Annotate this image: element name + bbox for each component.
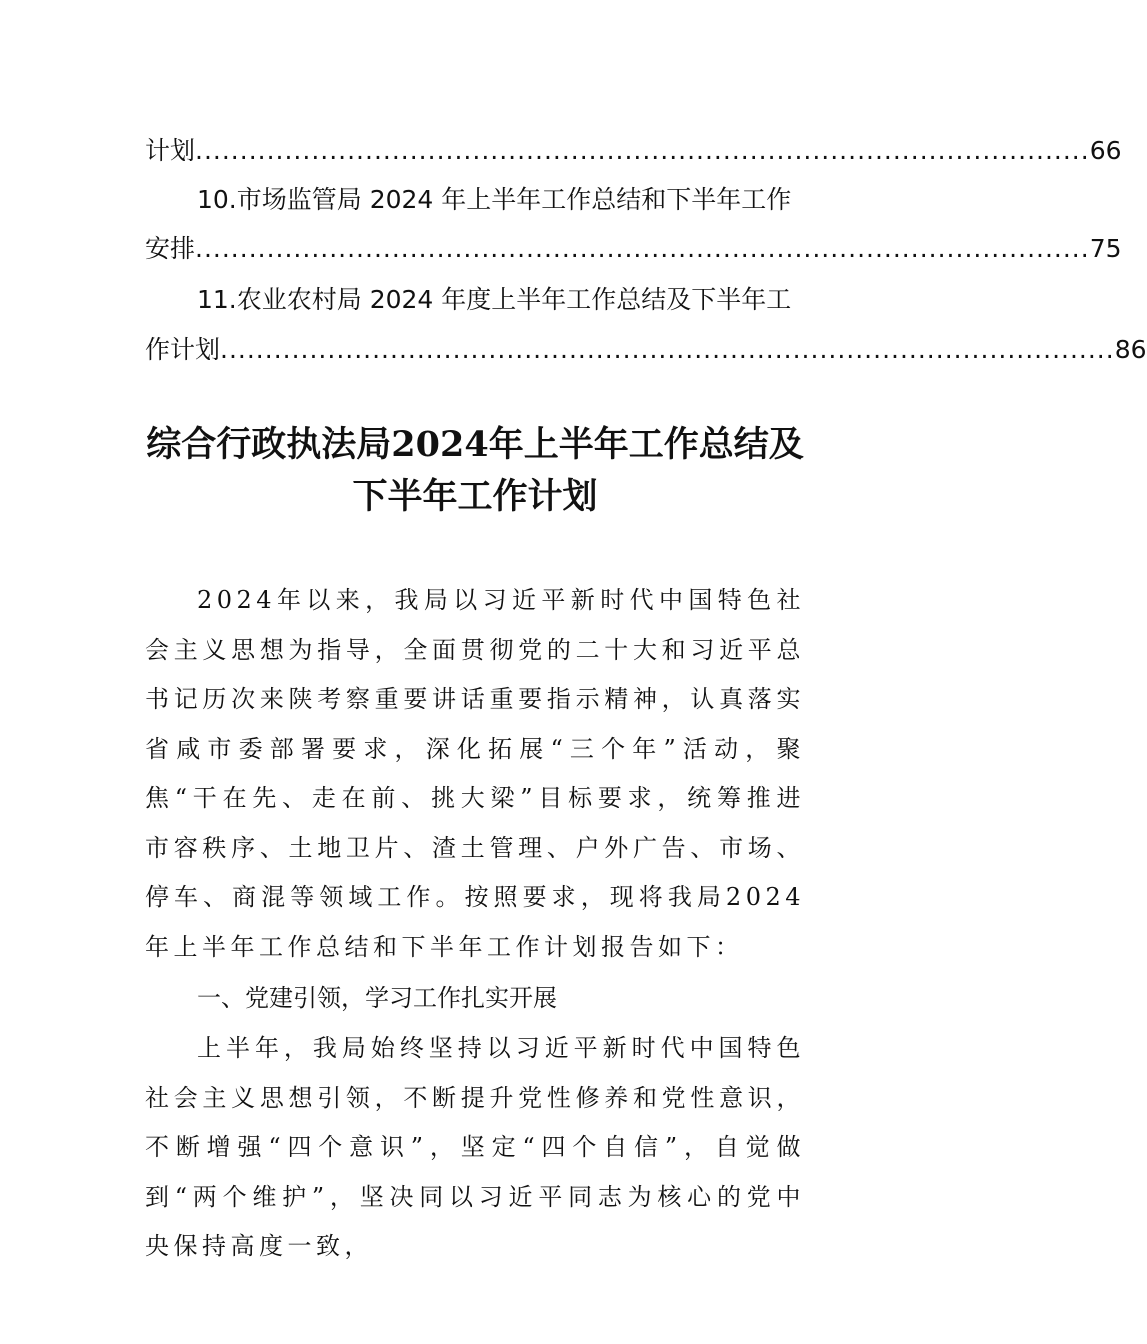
toc-leader-dots: .................................................................................................... [220,335,1115,364]
intro-paragraph: 2024年以来，我局以习近平新时代中国特色社会主义思想为指导，全面贯彻党的二十大和习近平总书记历次来陕考察重要讲话重要指示精神，认真落实省咸市委部署要求，深化拓展“三个年”活动，聚焦“干在先、走在前、挑大梁”目标要求，统筹推进市容秩序、土地卫片、渣土管理、户外广告、市场、停车、商混等领域工作。按照要求，现将我局2024年上半年工作总结和下半年工作计划报告如下： [145,586,805,961]
article-title-line-2: 下半年工作计划 [352,476,598,517]
toc-entry-11-page: 86 [1114,335,1147,364]
toc-entry-9-title: 计划 [145,136,196,165]
toc-entry-10-title: 10.市场监管局 2024 年上半年工作总结和下半年工作 [197,185,792,214]
section-1-heading: 一、党建引领，学习工作扎实开展 [197,984,557,1012]
toc-leader-dots: .................................................................................................... [195,136,1090,165]
article-title-line-1: 综合行政执法局2024年上半年工作总结及 [146,424,804,465]
toc-entry-11-title: 11.农业农村局 2024 年度上半年工作总结及下半年工 [197,285,792,314]
toc-entry-11-tail[interactable] [145,325,1147,375]
toc-entry-9-tail[interactable] [145,126,1122,176]
toc-entry-11-title-cont: 作计划 [145,335,221,364]
toc-entry-10-head[interactable] [145,175,805,225]
toc-entry-10-page: 75 [1089,234,1122,263]
toc-entry-10-tail[interactable] [145,224,1122,274]
toc-leader-dots: .................................................................................................... [195,234,1090,263]
toc-entry-10-title-cont: 安排 [145,234,196,263]
section-1-paragraph: 上半年，我局始终坚持以习近平新时代中国特色社会主义思想引领，不断提升党性修养和党性意识，不断增强“四个意识”，坚定“四个自信”，自觉做到“两个维护”，坚决同以习近平同志为核心的党中央保持高度一致， [145,1034,805,1260]
toc-entry-9-page: 66 [1089,136,1122,165]
toc-entry-11-head[interactable] [145,275,805,325]
